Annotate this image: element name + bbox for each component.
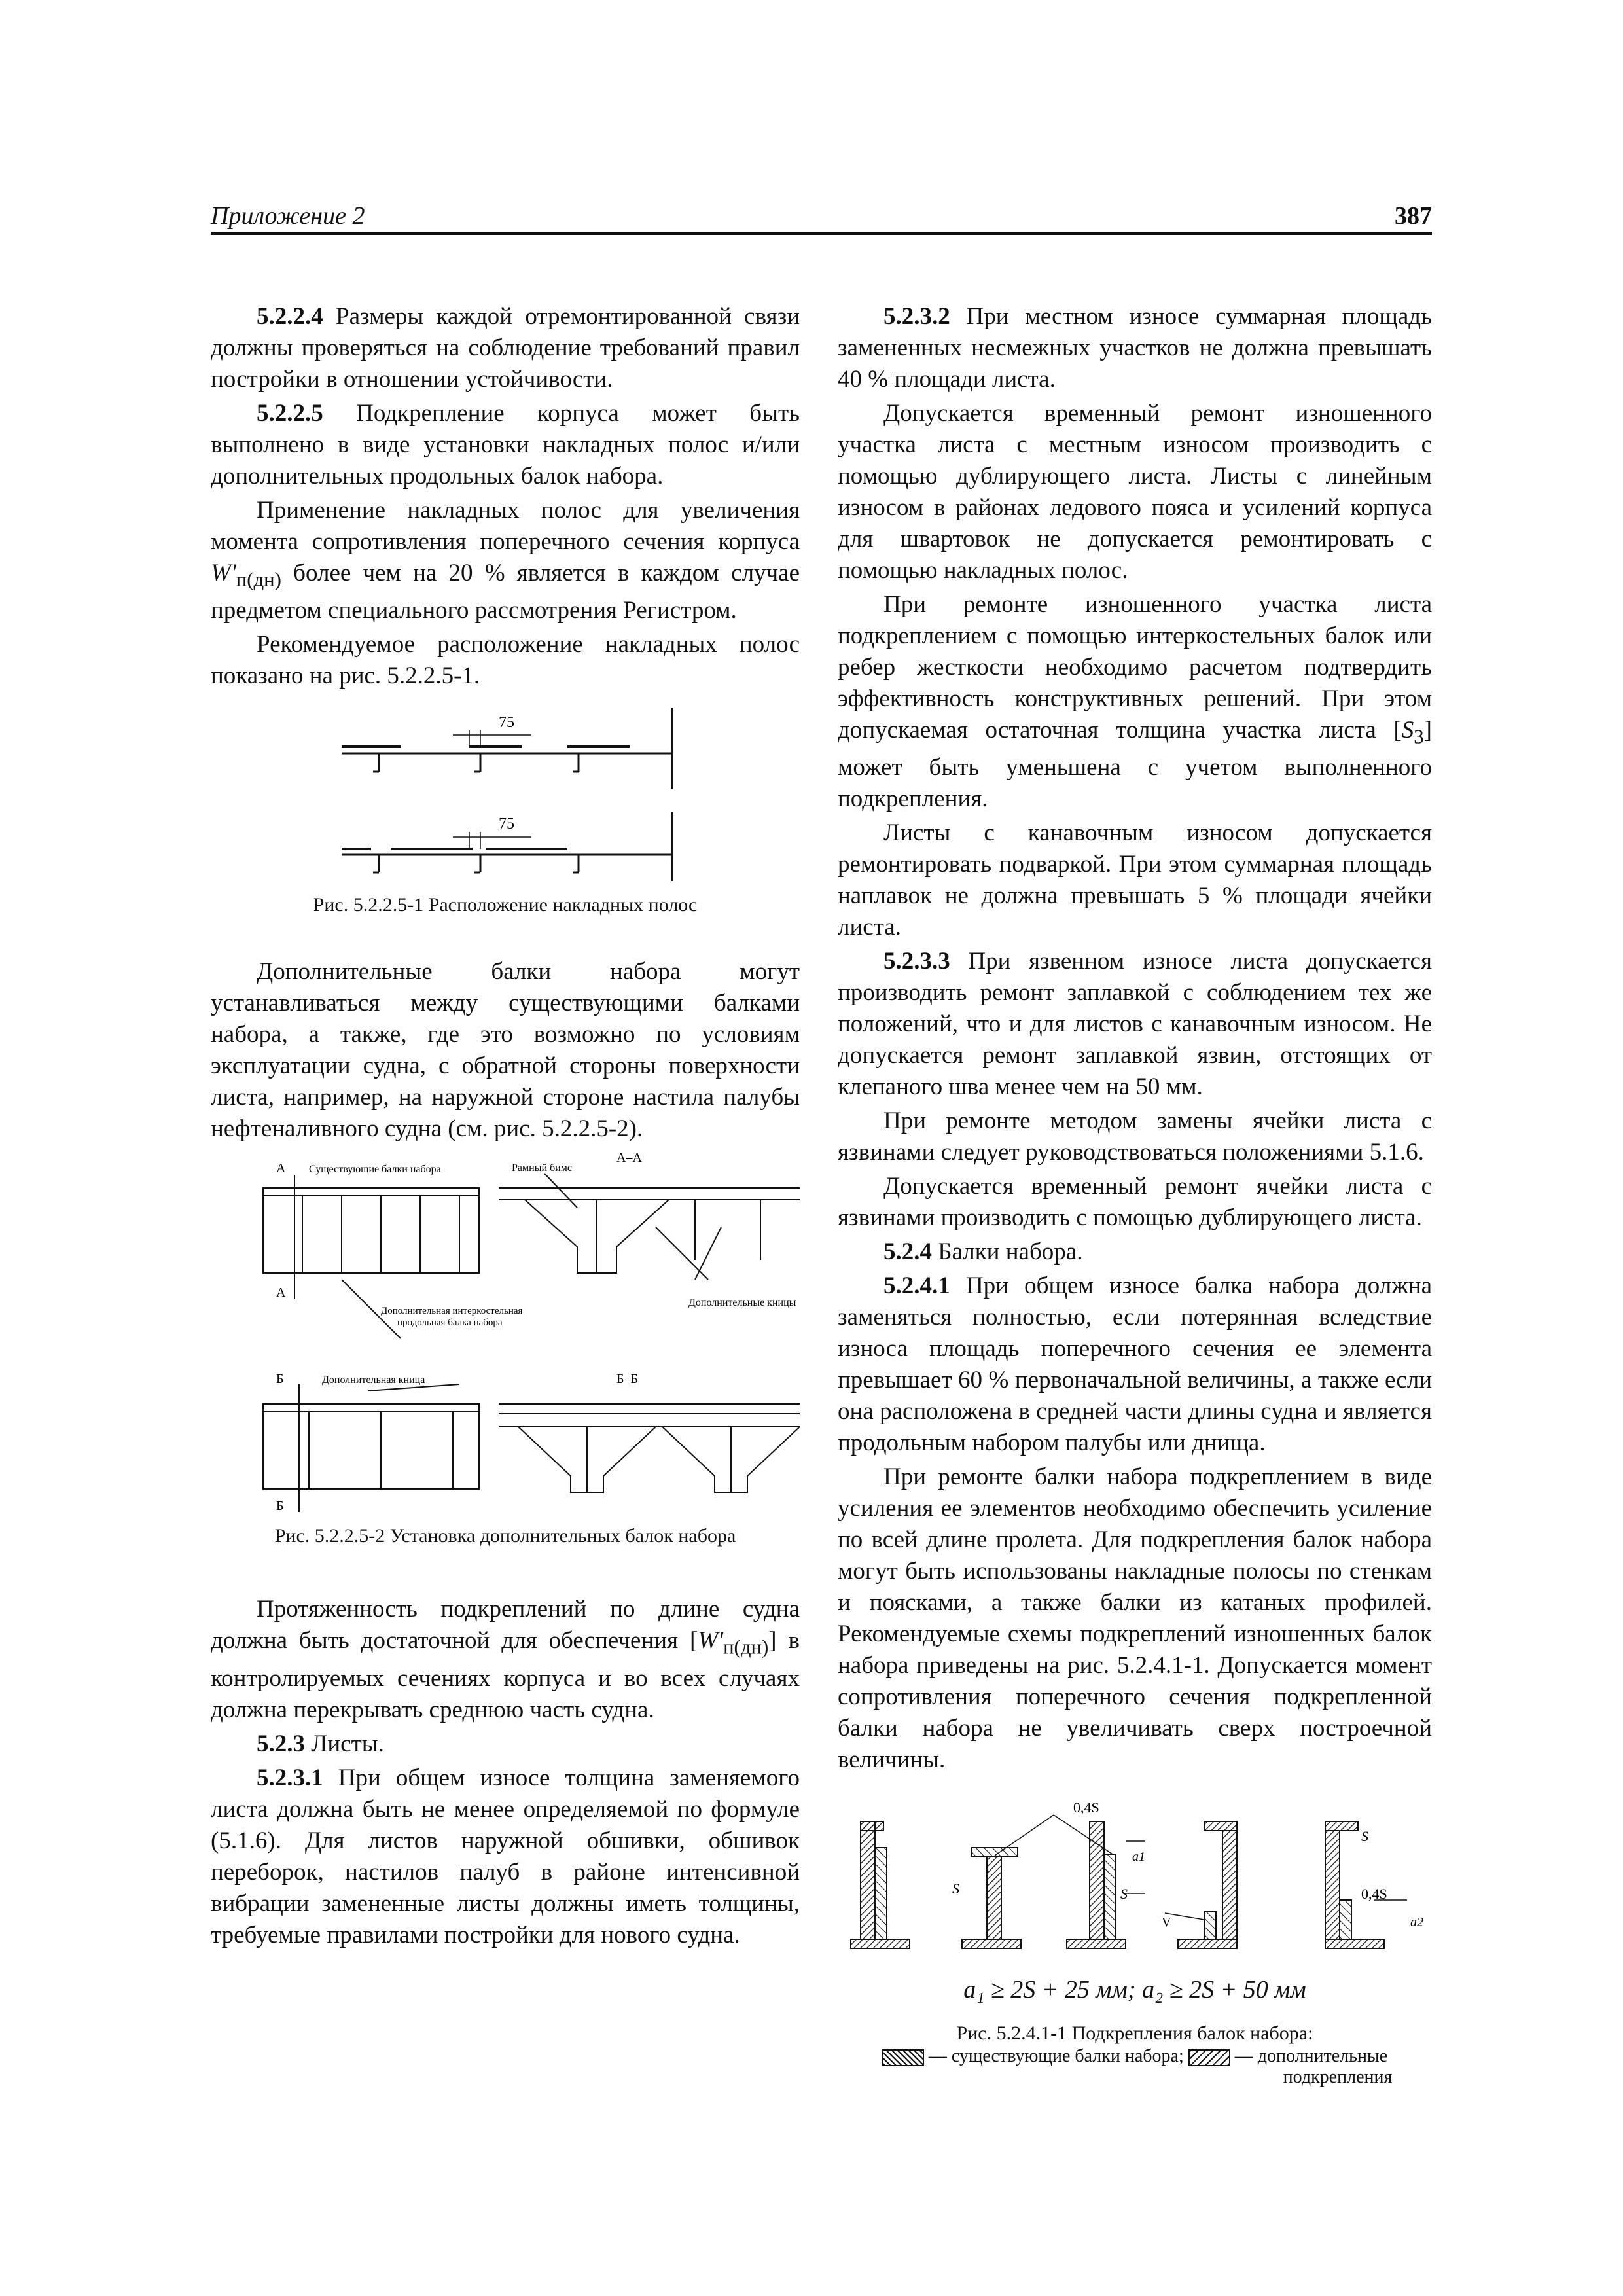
beam-reinforcement-drawing — [838, 1802, 1432, 1959]
existing-hatch-swatch — [882, 2049, 924, 2066]
clause-number: 5.2.3 — [257, 1730, 305, 1757]
label-knees: Дополнительные кницы — [688, 1297, 796, 1309]
heading-text: Листы. — [305, 1730, 384, 1757]
paragraph-text: Размеры каждой отремонтированной связи должны проверяться на соблюдение требований правил постройки в отношении устойчивости. — [211, 303, 800, 393]
header-rule — [211, 232, 1432, 235]
label-knee: Дополнительная кница — [322, 1374, 425, 1386]
paragraph-text: При ремонте изношенного участка листа подкреплением с помощью интеркостельных балок или ребер жесткости необходимо расчетом подтвердить эффективность конструктивных решений. При этом допускаемая остаточная толщина участка листа [ — [838, 591, 1432, 744]
label-intercostal: продольная балка набора — [397, 1318, 503, 1329]
figure-5-2-2-5-1 — [211, 694, 800, 916]
paragraph-text: При местном износе суммарная площадь замененных несмежных участков не должна превышать 40 % площади листа. — [838, 303, 1432, 393]
section-mark-a: А — [276, 1161, 286, 1176]
paragraph-5-2-2-5 — [211, 398, 800, 492]
thickness-label: S — [1120, 1886, 1128, 1903]
right-column — [838, 301, 1432, 2088]
clause-number: 5.2.4.1 — [883, 1272, 950, 1300]
clause-number: 5.2.3.1 — [257, 1764, 323, 1791]
section-mark-b: Б — [276, 1499, 284, 1514]
clause-number: 5.2.3.2 — [883, 303, 950, 330]
paragraph-pitting-replacement: При ремонте методом замены ячейки листа с язвинами следует руководствоваться положениями 5.1.6. — [838, 1107, 1432, 1166]
weld-size-label: 0,4S — [1361, 1886, 1387, 1903]
paragraph-text: Применение накладных полос для увеличения момента сопротивления поперечного сечения корпуса — [211, 497, 800, 555]
dimension-label: 75 — [499, 816, 514, 833]
symbol-subscript: 3 — [1414, 725, 1424, 748]
paragraph-recommended-layout: Рекомендуемое расположение накладных полос показано на рис. 5.2.2.5-1. — [211, 631, 800, 690]
added-hatch-swatch — [1188, 2049, 1230, 2066]
figure-5-2-2-5-2 — [211, 1149, 800, 1548]
paragraph-text: ] может быть уменьшена с учетом выполненного подкрепления. — [838, 717, 1432, 813]
section-heading-5-2-4 — [838, 1236, 1432, 1268]
clause-number: 5.2.2.4 — [257, 303, 323, 330]
paragraph-text: ] в контролируемых сечениях корпуса и во всех случаях должна перекрывать среднюю часть судна. — [211, 1627, 800, 1723]
formula-a1-a2: a₁ ≥ 2S + 25 мм; a₂ ≥ 2S + 50 мм — [963, 1976, 1306, 2004]
additional-beams-drawing — [211, 1149, 800, 1515]
section-mark-a: А — [276, 1285, 286, 1300]
paragraph-text: более чем на 20 % является в каждом случае предметом специального рассмотрения Регистром. — [211, 560, 800, 624]
paragraph-5-2-4-1 — [838, 1270, 1432, 1459]
figure-caption: Рис. 5.2.2.5-2 Установка дополнительных балок набора — [274, 1525, 736, 1547]
dimension-a2: a2 — [1410, 1915, 1423, 1930]
thickness-label: S — [1361, 1828, 1368, 1845]
dimension-a1: a1 — [1132, 1850, 1145, 1865]
paragraph-additional-beams: Дополнительные балки набора могут устанавливаться между существующими балками набора, а также, где это возможно по условиям эксплуатации судна, с обратной стороны поверхности листа, например, на наружной стороне настила палубы нефтеналивного судна (см. рис. 5.2.2.5-2). — [211, 958, 800, 1143]
paragraph-5-2-2-4 — [211, 301, 800, 395]
clause-number: 5.2.4 — [883, 1238, 932, 1266]
figure-5-2-4-1-1 — [838, 1802, 1432, 2088]
paragraph-text: Подкрепление корпуса может быть выполнено в виде установки накладных полос и/или дополнительных продольных балок набора. — [211, 400, 800, 490]
paragraph-intercostal-repair — [838, 589, 1432, 815]
paragraph-pitting-temporary: Допускается временный ремонт ячейки листа с язвинами производить с помощью дублирующего листа. — [838, 1173, 1432, 1232]
clause-number: 5.2.3.3 — [883, 948, 950, 975]
paragraph-text: При общем износе толщина заменяемого листа должна быть не менее определяемой по формуле (5.1.6). Для листов наружной обшивки, обшивок переборок, настилов палуб в районе интенсивной вибрации замененные листы должны иметь толщины, требуемые правилами постройки для нового судна. — [211, 1764, 800, 1948]
symbol-subscript: п(дн) — [723, 1636, 769, 1659]
overlay-strips-drawing — [211, 694, 800, 884]
paragraph-5-2-3-3 — [838, 946, 1432, 1103]
label-existing-beams: Существующие балки набора — [309, 1164, 441, 1175]
legend-added: — дополнительные — [1230, 2046, 1388, 2067]
label-web-frame: Рамный бимс — [512, 1162, 572, 1174]
section-mark-b: Б — [276, 1372, 284, 1387]
paragraph-text: Протяженность подкреплений по длине судна должна быть достаточной для обеспечения [ — [211, 1596, 800, 1655]
weld-mark: V — [1162, 1915, 1171, 1930]
symbol-subscript: п(дн) — [236, 568, 281, 591]
symbol-s: S — [1401, 717, 1414, 744]
symbol-w: W' — [698, 1627, 724, 1655]
paragraph-overlay-strips — [211, 495, 800, 626]
symbol-w: W' — [211, 560, 236, 586]
weld-size-label: 0,4S — [1073, 1802, 1099, 1816]
dimension-label: 75 — [499, 714, 514, 732]
paragraph-reinforcement-length — [211, 1594, 800, 1725]
paragraph-grooving: Листы с канавочным износом допускается ремонтировать подваркой. При этом суммарная площадь наплавок не должна превышать 5 % площади ячейки листа. — [838, 819, 1432, 941]
section-mark-aa: А–А — [616, 1151, 642, 1166]
legend-added-continuation: подкрепления — [1283, 2067, 1393, 2088]
section-heading-5-2-3 — [211, 1729, 800, 1760]
paragraph-text: При общем износе балка набора должна заменяться полностью, если потерянная вследствие износа площадь поперечного сечения ее элемента превышает 60 % первоначальной величины, а также если она расположена в средней части длины судна и является продольным набором палубы или днища. — [838, 1272, 1432, 1457]
section-mark-bb: Б–Б — [616, 1372, 638, 1387]
running-title: Приложение 2 — [211, 202, 365, 230]
legend-existing: — существующие балки набора; — [923, 2046, 1188, 2067]
paragraph-5-2-3-1 — [211, 1763, 800, 1951]
paragraph-text: При язвенном износе листа допускается производить ремонт заплавкой с соблюдением тех же положений, что и для листов с канавочным износом. Не допускается ремонт заплавкой язвин, отстоящих от клепаного шва менее чем на 50 мм. — [838, 948, 1432, 1101]
heading-text: Балки набора. — [932, 1238, 1083, 1266]
figure-legend — [838, 2046, 1432, 2088]
page-number: 387 — [1395, 202, 1432, 230]
left-column — [211, 301, 800, 1954]
clause-number: 5.2.2.5 — [257, 400, 323, 427]
paragraph-temporary-repair: Допускается временный ремонт изношенного участка листа с местным износом производить с помощью дублирующего листа. Листы с линейным износом в районах ледового пояса и усилений корпуса для швартовок не допускается ремонтировать с помощью накладных полос. — [838, 400, 1432, 584]
figure-caption: Рис. 5.2.4.1-1 Подкрепления балок набора: — [956, 2022, 1313, 2045]
paragraph-beam-reinforcement: При ремонте балки набора подкреплением в виде усиления ее элементов необходимо обеспечить усиление по всей длине пролета. Для подкрепления балок набора могут быть использованы накладные полосы по стенкам и поясками, а также балки из катаных профилей. Рекомендуемые схемы подкреплений изношенных балок набора приведены на рис. 5.2.4.1-1. Допускается момент сопротивления поперечного сечения подкрепленной балки набора не увеличивать сверх построечной величины. — [838, 1463, 1432, 1774]
paragraph-5-2-3-2 — [838, 301, 1432, 395]
label-intercostal: Дополнительная интеркостельная — [381, 1306, 523, 1317]
figure-caption: Рис. 5.2.2.5-1 Расположение накладных полос — [313, 894, 698, 916]
page-header — [211, 196, 1432, 236]
thickness-label: S — [952, 1880, 959, 1897]
